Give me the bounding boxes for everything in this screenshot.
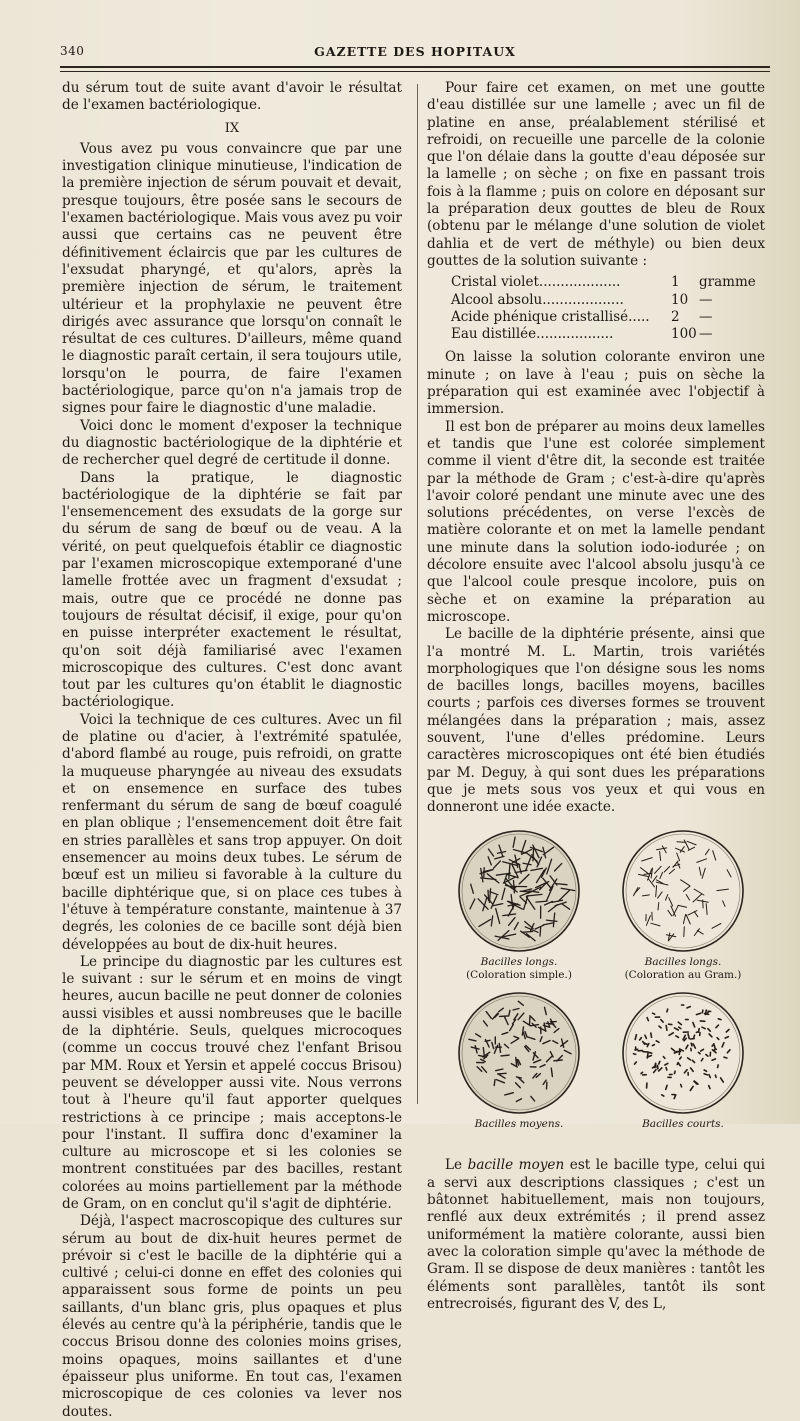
right-column xyxy=(427,80,765,1313)
recipe-row xyxy=(451,274,765,291)
micrograph-illustration xyxy=(618,988,748,1118)
figure-caption-note: (Coloration au Gram.) xyxy=(625,969,742,981)
bacillus-mark xyxy=(718,1019,721,1020)
header-rule-thick xyxy=(60,66,770,68)
bacillus-mark xyxy=(694,1036,695,1038)
bacillus-mark xyxy=(699,1029,700,1032)
paragraph xyxy=(427,1157,765,1313)
paragraph-italic-term: bacille moyen xyxy=(468,1157,565,1173)
left-column xyxy=(62,80,402,1421)
bacillus-mark xyxy=(691,1044,692,1047)
paragraph: du sérum tout de suite avant d'avoir le résultat de l'examen bactériologique. xyxy=(62,80,402,115)
paragraph: Il est bon de préparer au moins deux lamelles et tandis que l'une est colorée simplement comme il vient d'être dit, la seconde est traitée par la méthode de Gram ; c'est-à-dire qu'après l'avoir coloré pendant une minute avec une des solutions précédentes, on verse l'excès de matière colorante et on met la lamelle pendant une minute dans la solution iodo-iodurée ; on décolore ensuite avec l'alcool absolu jusqu'à ce que l'alcool coule presque incolore, puis on sèche et on examine la préparation au microscope. xyxy=(427,419,765,627)
figure-caption-note: (Coloration simple.) xyxy=(466,969,572,981)
bacillus-mark xyxy=(702,1011,703,1014)
bacillus-mark xyxy=(514,881,515,893)
recipe-quantity: 2 xyxy=(671,309,680,326)
column-divider xyxy=(417,84,418,1104)
bacillus-mark xyxy=(667,1010,668,1013)
stain-recipe xyxy=(451,274,765,343)
micrograph-figures xyxy=(427,826,765,1151)
bacillus-mark xyxy=(698,1053,700,1054)
bacillus-mark xyxy=(634,1054,636,1055)
micrograph-illustration xyxy=(454,988,584,1118)
bacillus-mark xyxy=(704,1074,707,1075)
bacillus-mark xyxy=(718,1065,719,1068)
bacillus-mark xyxy=(666,1068,667,1071)
journal-title: GAZETTE DES HOPITAUX xyxy=(60,44,770,59)
paragraph: Déjà, l'aspect macroscopique des cultures sur sérum au bout de dix-huit heures permet de prévoir si c'est le bacille de la diphtérie qui a cultivé ; celui-ci donne en effet des colonies qui apparaissent sous forme de points un peu saillants, d'un blanc gris, plus opaques et plus élevés au centre qu'à la périphérie, tandis que le coccus Brisou donne des colonies moins grises, moins opaques, moins saillantes et d'une épaisseur plus uniforme. En tout cas, l'examen microscopique de ces colonies va lever nos doutes. xyxy=(62,1213,402,1421)
bacillus-mark xyxy=(705,1011,706,1015)
figure-long-bacilli-simple xyxy=(439,826,599,982)
page-number: 340 xyxy=(60,44,84,58)
bacillus-mark xyxy=(652,1045,654,1046)
bacillus-mark xyxy=(715,1076,716,1078)
recipe-quantity: 1 xyxy=(671,274,680,291)
bacillus-mark xyxy=(494,1080,495,1086)
figure-caption xyxy=(439,956,599,982)
bacillus-mark xyxy=(681,1085,682,1087)
header-rule-thin xyxy=(60,71,770,72)
figure-caption xyxy=(603,1118,763,1131)
figure-short-bacilli xyxy=(603,988,763,1131)
paragraph: Voici donc le moment d'exposer la technique du diagnostic bactériologique de la diphtérie et de rechercher quel degré de certitude il donne. xyxy=(62,418,402,470)
figure-medium-bacilli xyxy=(439,988,599,1131)
micrograph-illustration xyxy=(618,826,748,956)
bacillus-mark xyxy=(483,1048,484,1056)
paragraph: Dans la pratique, le diagnostic bactériologique de la diphtérie se fait par l'ensemencement des exsudats de la gorge sur du sérum de sang de bœuf ou de veau. A la vérité, on peut quelquefois établir ce diagnostic par l'examen microscopique extemporané d'une lamelle frottée avec un fragment d'exsudat ; mais, outre que ce procédé ne donne pas toujours de résultat décisif, il exige, pour qu'on en puisse interpréter exactement le résultat, qu'on soit déjà familiarisé avec l'examen microscopique des cultures. C'est donc avant tout par les cultures qu'on établit le diagnostic bactériologique. xyxy=(62,470,402,712)
bacillus-mark xyxy=(684,927,685,937)
bacillus-mark xyxy=(651,1033,652,1037)
bacillus-mark xyxy=(652,913,653,921)
bacillus-mark xyxy=(659,1062,660,1065)
bacillus-mark xyxy=(516,1058,517,1067)
recipe-unit: — xyxy=(699,292,713,309)
paragraph: Voici la technique de ces cultures. Avec un fil de platine ou d'acier, à l'extrémité spatulée, d'abord flambé au rouge, puis refroidi, on gratte la muqueuse pharyngée au niveau des exsudats et on ensemence en surface des tubes renfermant du sérum de sang de bœuf coagulé en plan oblique ; l'ensemencement doit être fait en stries parallèles et sans trop appuyer. On doit ensemencer au moins deux tubes. Le sérum de bœuf est un milieu si favorable à la culture du bacille diphtérique que, si on place ces tubes à l'étuve à température constante, maintenue à 37 degrés, les colonies de ce bacille sont déjà bien développées au bout de dix-huit heures. xyxy=(62,712,402,954)
section-number: IX xyxy=(62,120,402,137)
bacillus-mark xyxy=(675,1072,676,1074)
recipe-ingredient: Cristal violet................... xyxy=(451,274,620,291)
recipe-quantity: 10 xyxy=(671,292,688,309)
paragraph: Vous avez pu vous convaincre que par une investigation clinique minutieuse, l'indication de la première injection de sérum pouvait et devait, presque toujours, être posée sans le secours de l'examen bactériologique. Mais vous avez pu voir aussi que certains cas ne peuvent être définitivement éclaircis que par les cultures de l'exsudat pharyngé, et qu'alors, après la première injection de sérum, le traitement ultérieur et la prophylaxie ne peuvent être dirigés avec assurance que lorsqu'on connaît le résultat de ces cultures. D'ailleurs, même quand le diagnostic paraît certain, il sera toujours utile, lorsqu'on le pourra, de faire l'examen bactériologique, parce qu'on n'a jamais trop de signes pour faire le diagnostic d'une maladie. xyxy=(62,141,402,418)
micrograph-field xyxy=(623,993,743,1113)
recipe-row xyxy=(451,326,765,343)
bacillus-mark xyxy=(498,1074,506,1075)
recipe-ingredient: Acide phénique cristallisé..... xyxy=(451,309,650,326)
figure-long-bacilli-gram xyxy=(603,826,763,982)
bacillus-mark xyxy=(663,1057,665,1059)
micrograph-field xyxy=(459,831,579,951)
recipe-unit: gramme xyxy=(699,274,756,291)
bacillus-mark xyxy=(488,891,489,901)
recipe-ingredient: Alcool absolu................... xyxy=(451,292,624,309)
figure-caption-title: Bacilles courts. xyxy=(642,1118,724,1130)
bacillus-mark xyxy=(653,1014,655,1015)
bacillus-mark xyxy=(540,927,541,936)
bacillus-mark xyxy=(641,1073,643,1074)
bacillus-mark xyxy=(554,1060,562,1061)
figure-caption xyxy=(439,1118,599,1131)
bacillus-mark xyxy=(501,1056,509,1057)
bacillus-mark xyxy=(677,842,686,843)
paragraph: Pour faire cet examen, on met une goutte d'eau distillée sur une lamelle ; avec un fil de platine en anse, préalablement stérilisé et refroidi, on recueille une parcelle de la colonie que l'on délaie dans la goutte d'eau déposée sur la lamelle ; on sèche ; on fixe en passant trois fois à la flamme ; puis on colore en déposant sur la préparation deux gouttes de bleu de Roux (obtenu par le mélange d'une solution de violet dahlia et de vert de méthyle) ou bien deux gouttes de la solution suivante : xyxy=(427,80,765,270)
figure-caption xyxy=(603,956,763,982)
running-header xyxy=(60,42,770,64)
bacillus-mark xyxy=(662,1095,664,1096)
bacillus-mark xyxy=(677,1063,678,1065)
bacillus-mark xyxy=(666,1026,667,1031)
paragraph-rest: est le bacille type, celui qui a servi aux descriptions classiques ; c'est un bâtonnet habituellement, mais non toujours, renflé aux deux extrémités ; il prend assez uniformément la matière colorante, aussi bien avec la coloration simple qu'avec la méthode de Gram. Il se dispose de deux manières : tantôt les éléments sont parallèles, tantôt ils sont entrecroisés, figurant des V, des L, xyxy=(427,1157,765,1311)
recipe-row xyxy=(451,309,765,326)
paragraph: Le bacille de la diphtérie présente, ainsi que l'a montré M. L. Martin, trois variétés morphologiques que l'on désigne sous les noms de bacilles longs, bacilles moyens, bacilles courts ; parfois ces diverses formes se trouvent mélangées dans la préparation ; mais, assez souvent, l'une d'elles prédomine. Leurs caractères microscopiques ont été bien étudiés par M. Deguy, à qui sont dues les préparations que je mets sous vos yeux et qui vous en donneront une idée exacte. xyxy=(427,626,765,816)
figure-caption-title: Bacilles longs. xyxy=(481,956,558,968)
recipe-unit: — xyxy=(699,309,713,326)
bacillus-mark xyxy=(522,932,533,933)
paragraph-lead: Le xyxy=(445,1157,468,1173)
figure-caption-title: Bacilles longs. xyxy=(645,956,722,968)
paragraph: On laisse la solution colorante environ une minute ; on lave à l'eau ; puis on sèche la préparation qui est examinée avec l'objectif à immersion. xyxy=(427,349,765,418)
bacillus-mark xyxy=(724,1058,727,1059)
recipe-quantity: 100 xyxy=(671,326,697,343)
bacillus-mark xyxy=(533,848,534,861)
micrograph-illustration xyxy=(454,826,584,956)
bacillus-mark xyxy=(714,1046,715,1050)
figure-caption-title: Bacilles moyens. xyxy=(475,1118,564,1130)
recipe-row xyxy=(451,292,765,309)
recipe-ingredient: Eau distillée.................. xyxy=(451,326,613,343)
paragraph: Le principe du diagnostic par les cultures est le suivant : sur le sérum et en moins de vingt heures, aucun bacille ne peut donner de colonies aussi visibles et aussi nombreuses que le bacille de la diphtérie. Seuls, quelques microcoques (comme un coccus trouvé chez l'enfant Brisou par MM. Roux et Yersin et appelé coccus Brisou) peuvent se développer aussi vite. Nous verrons tout à l'heure qu'il faut apporter quelques restrictions à ce principe ; mais acceptons-le pour l'instant. Il suffira donc d'examiner la culture au microscope et si les colonies se montrent constituées par des bacilles, restant colorées au moins partiellement par la méthode de Gram, on en conclut qu'il s'agit de diphtérie. xyxy=(62,954,402,1213)
recipe-unit: — xyxy=(699,326,713,343)
